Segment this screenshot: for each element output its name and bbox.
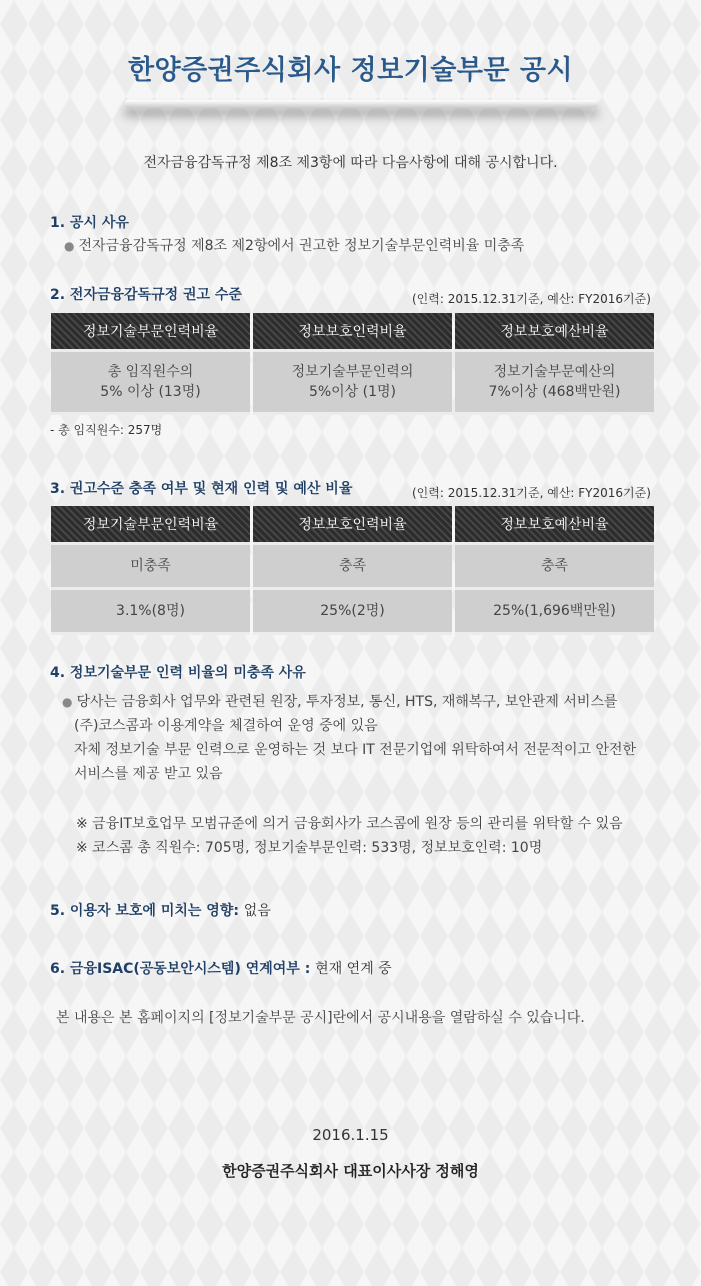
table-header-row [51,313,654,352]
section4-heading: 4. 정보기술부문 인력 비율의 미충족 사유 [50,665,306,681]
table-row [51,545,654,590]
signature: 한양증권주식회사 대표이사사장 정해영 [222,1162,479,1180]
bullet-icon: ● [64,239,75,253]
issue-date: 2016.1.15 [312,1126,389,1144]
section1-heading: 1. 공시 사유 [50,215,129,231]
table-cell: 25%(2명) [253,590,452,635]
section4-body [62,690,636,786]
section4-notes [76,812,623,860]
closing-text: 본 내용은 본 홈페이지의 [정보기술부문 공시]란에서 공시내용을 열람하실 수 있습니다. [56,1010,585,1026]
section6-value: 현재 연계 중 [315,961,392,977]
cell-line: 7%이상 (468백만원) [488,384,621,400]
table-cell: 충족 [253,545,452,590]
table-header-cell: 정보보호인력비율 [253,313,452,352]
page-title: 한양증권주식회사 정보기술부문 공시 [127,55,574,86]
table-cell [253,352,452,415]
cell-line: 5% 이상 (13명) [100,384,201,400]
section4-note: ※ 코스콤 총 직원수: 705명, 정보기술부문인력: 533명, 정보보호인력: 10명 [76,840,543,856]
section4-line: (주)코스콤과 이용계약을 체결하여 운영 중에 있음 [74,718,378,734]
section3-basis: (인력: 2015.12.31기준, 예산: FY2016기준) [412,486,651,500]
section2-note: - 총 임직원수: 257명 [50,423,163,437]
section4-line: 서비스를 제공 받고 있음 [74,766,223,782]
current-status-table [48,506,657,635]
table-cell: 25%(1,696백만원) [455,590,654,635]
section5 [50,900,271,920]
section6-heading: 6. 금융ISAC(공동보안시스템) 연계여부 : [50,961,311,977]
table-header-cell: 정보보호예산비율 [455,313,654,352]
section5-value: 없음 [243,903,271,919]
table-cell [455,352,654,415]
table-cell: 미충족 [51,545,250,590]
intro-text: 전자금융감독규정 제8조 제3항에 따라 다음사항에 대해 공시합니다. [143,155,558,171]
section3-heading: 3. 권고수준 충족 여부 및 현재 인력 및 예산 비율 [50,481,353,497]
cell-line: 정보기술부문인력의 [291,364,414,380]
cell-line: 총 임직원수의 [107,364,194,380]
table-row [51,590,654,635]
section6 [50,958,392,978]
section2-heading: 2. 전자금융감독규정 권고 수준 [50,287,242,303]
table-header-cell: 정보기술부문인력비율 [51,313,250,352]
title-underline [124,100,598,108]
table-header-cell: 정보보호인력비율 [253,506,452,545]
table-header-cell: 정보보호예산비율 [455,506,654,545]
bullet-icon: ● [62,695,73,709]
section2-basis: (인력: 2015.12.31기준, 예산: FY2016기준) [412,292,651,306]
section1-bullet [64,234,524,258]
section4-note: ※ 금융IT보호업무 모범규준에 의거 금융회사가 코스콤에 원장 등의 관리를 위탁할 수 있음 [76,816,623,832]
table-row [51,352,654,415]
section4-line-text: 당사는 금융회사 업무와 관련된 원장, 투자정보, 통신, HTS, 재해복구, 보안관제 서비스를 [76,694,618,710]
cell-line: 5%이상 (1명) [308,384,397,400]
section4-line [62,690,636,714]
table-cell [51,352,250,415]
section4-line: 자체 정보기술 부문 인력으로 운영하는 것 보다 IT 전문기업에 위탁하여서 전문적이고 안전한 [74,742,637,758]
section5-heading: 5. 이용자 보호에 미치는 영향: [50,903,239,919]
table-cell: 3.1%(8명) [51,590,250,635]
table-header-cell: 정보기술부문인력비율 [51,506,250,545]
section1-bullet-text: 전자금융감독규정 제8조 제2항에서 권고한 정보기술부문인력비율 미충족 [78,238,525,254]
recommended-level-table [48,313,657,415]
table-cell: 충족 [455,545,654,590]
table-header-row [51,506,654,545]
cell-line: 정보기술부문예산의 [493,364,616,380]
